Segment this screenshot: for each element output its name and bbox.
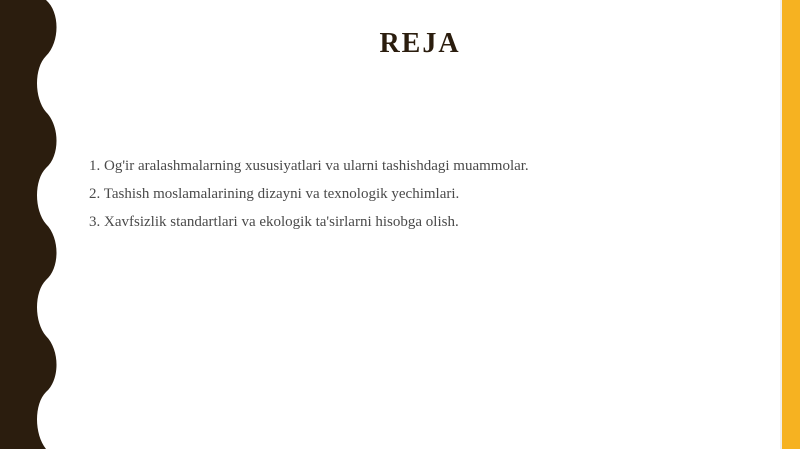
list-item-text: Tashish moslamalarining dizayni va texnologik yechimlari. xyxy=(103,186,460,202)
list-item-text: Og'ir aralashmalarning xususiyatlari va ularni tashishdagi muammolar. xyxy=(104,158,529,174)
wavy-left-band-shape xyxy=(0,0,57,449)
slide-title: REJA xyxy=(379,28,461,59)
list-item xyxy=(89,183,529,211)
list-item-number: 1. xyxy=(89,158,101,174)
list-item-number: 3. xyxy=(89,214,101,230)
plan-list xyxy=(89,155,529,239)
list-item xyxy=(89,211,529,239)
wavy-left-band xyxy=(0,0,60,449)
list-item-text: Xavfsizlik standartlari va ekologik ta'sirlarni hisobga olish. xyxy=(104,214,459,230)
right-accent-band xyxy=(782,0,800,449)
list-item xyxy=(89,155,529,183)
list-item-number: 2. xyxy=(89,186,101,202)
